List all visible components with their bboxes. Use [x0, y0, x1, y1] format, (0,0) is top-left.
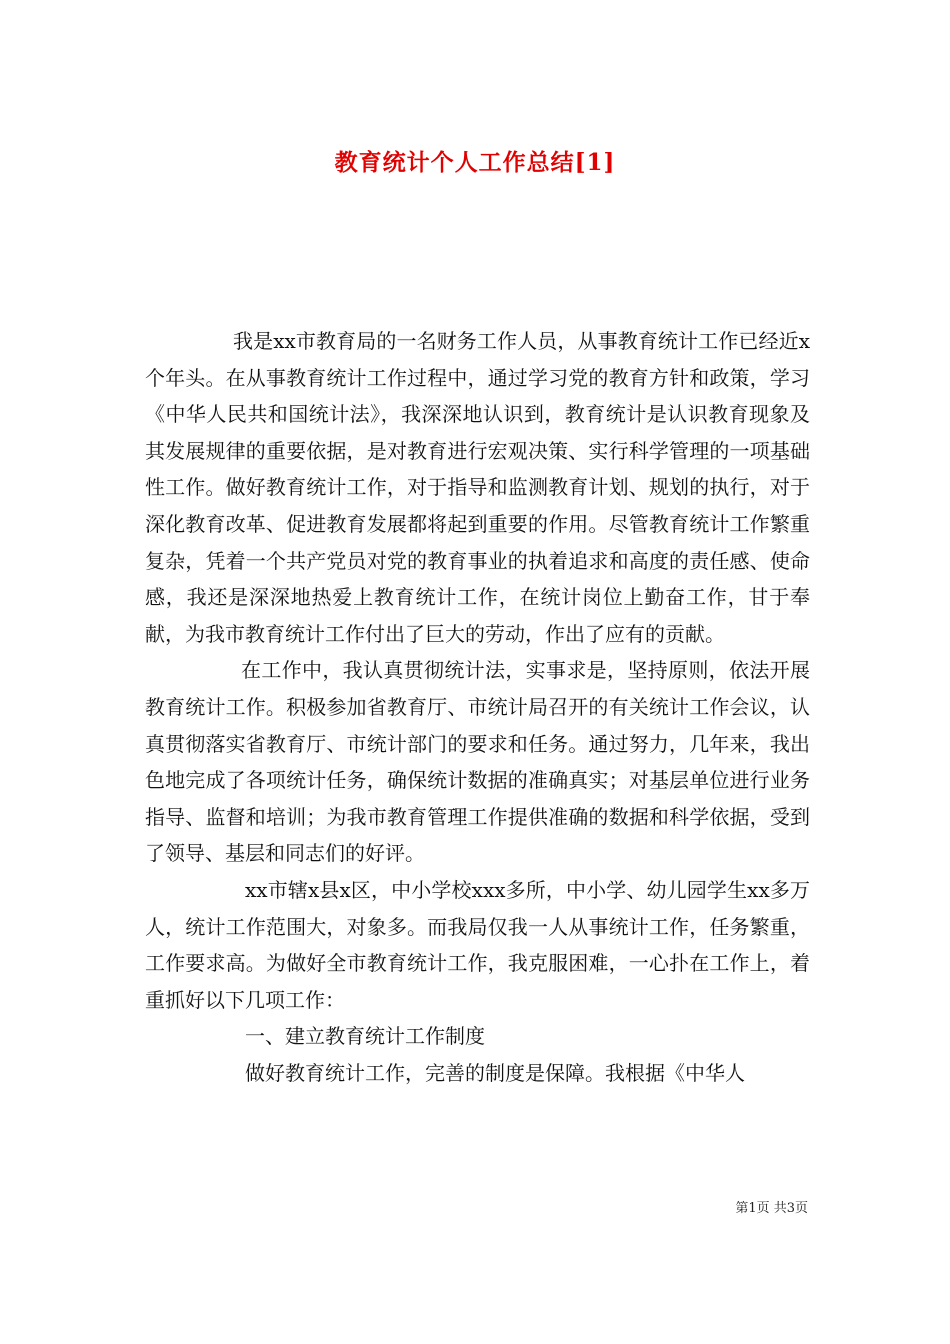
document-title: 教育统计个人工作总结[1]	[334, 149, 616, 177]
section-heading-1: 一、建立教育统计工作制度	[245, 1024, 485, 1049]
document-body	[145, 323, 810, 1091]
paragraph-3: xx市辖x县x区，中小学校xxx多所，中小学、幼儿园学生xx多万人，统计工作范围大，对象多。而我局仅我一人从事统计工作，任务繁重，工作要求高。为做好全市教育统计工作，我克服困难，一心扑在工作上，着重抓好以下几项工作：	[145, 877, 810, 1012]
paragraph-2: 在工作中，我认真贯彻统计法，实事求是，坚持原则，依法开展教育统计工作。积极参加省教育厅、市统计局召开的有关统计工作会议，认真贯彻落实省教育厅、市统计部门的要求和任务。通过努力，几年来，我出色地完成了各项统计任务，确保统计数据的准确真实；对基层单位进行业务指导、监督和培训；为我市教育管理工作提供准确的数据和科学依据，受到了领导、基层和同志们的好评。	[145, 658, 810, 866]
paragraph-1: 我是xx市教育局的一名财务工作人员，从事教育统计工作已经近x个年头。在从事教育统计工作过程中，通过学习党的教育方针和政策，学习《中华人民共和国统计法》，我深深地认识到，教育统计是认识教育现象及其发展规律的重要依据，是对教育进行宏观决策、实行科学管理的一项基础性工作。做好教育统计工作，对于指导和监测教育计划、规划的执行，对于深化教育改革、促进教育发展都将起到重要的作用。尽管教育统计工作繁重复杂，凭着一个共产党员对党的教育事业的执着追求和高度的责任感、使命感，我还是深深地热爱上教育统计工作，在统计岗位上勤奋工作，甘于奉献，为我市教育统计工作付出了巨大的劳动，作出了应有的贡献。	[145, 329, 810, 646]
page-number-footer: 第1页 共3页	[735, 1201, 808, 1216]
paragraph-4: 做好教育统计工作，完善的制度是保障。我根据《中华人	[245, 1060, 745, 1085]
